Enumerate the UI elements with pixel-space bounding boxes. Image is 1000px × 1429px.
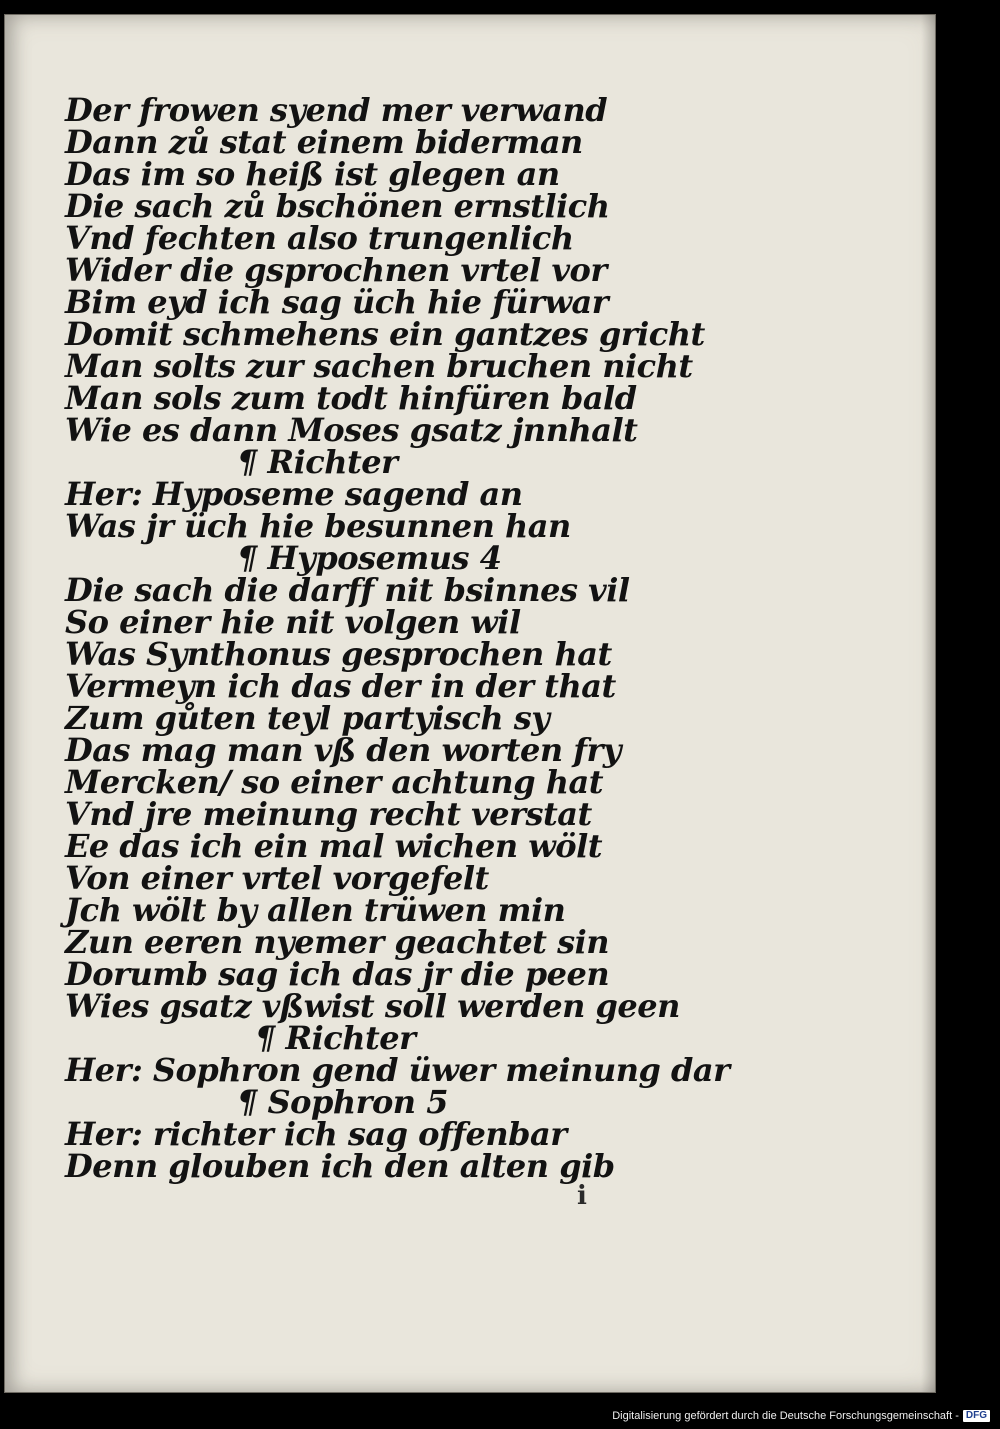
dfg-logo: DFG [963,1410,990,1422]
speaker-heading: ¶ Richter [237,443,398,481]
text-line: Vnd jre meinung recht verstat [65,795,592,833]
text-line: Die sach die darff nit bsinnes vil [65,571,630,609]
scanned-page [4,14,936,1393]
text-line: So einer hie nit volgen wil [65,603,521,641]
text-line: Her: richter ich sag offenbar [65,1115,567,1153]
text-line: Was jr üch hie besunnen han [65,507,571,545]
text-line: Man solts zur sachen bruchen nicht [65,347,693,385]
text-line: Bim eyd ich sag üch hie fürwar [65,283,609,321]
text-line: Dann zů stat einem biderman [65,123,583,161]
text-line: Das mag man vß den worten fry [65,731,621,769]
text-line: Vnd fechten also trungenlich [65,219,574,257]
margin-mark: i [577,1181,587,1211]
text-line: Man sols zum todt hinfüren bald [65,379,637,417]
digitization-credit [612,1409,990,1423]
text-line: Denn glouben ich den alten gib [65,1147,615,1185]
speaker-heading: ¶ Richter [255,1019,416,1057]
text-line: Wie es dann Moses gsatz jnnhalt [65,411,638,449]
text-line: Das im so heiß ist glegen an [65,155,560,193]
text-line: Mercken/ so einer achtung hat [65,763,603,801]
text-line: Der frowen syend mer verwand [65,91,608,129]
text-line: Vermeyn ich das der in der that [65,667,616,705]
text-line: Von einer vrtel vorgefelt [65,859,489,897]
text-line: Domit schmehens ein gantzes gricht [65,315,705,353]
text-line: Dorumb sag ich das jr die peen [65,955,610,993]
text-line: Her: Hyposeme sagend an [65,475,523,513]
speaker-heading: ¶ Hyposemus 4 [237,539,502,577]
text-line: Die sach zů bschönen ernstlich [65,187,610,225]
text-line: Her: Sophron gend üwer meinung dar [65,1051,730,1089]
text-line: Was Synthonus gesprochen hat [65,635,612,673]
text-line: Zun eeren nyemer geachtet sin [65,923,610,961]
text-line: Jch wölt by allen trüwen min [65,891,566,929]
text-line: Wies gsatz vßwist soll werden geen [65,987,680,1025]
page-edge-shadow [921,15,935,1392]
text-line: Ee das ich ein mal wichen wölt [65,827,603,865]
speaker-heading: ¶ Sophron 5 [237,1083,448,1121]
text-line: Wider die gsprochnen vrtel vor [65,251,607,289]
text-line: Zum gůten teyl partyisch sy [65,699,550,737]
credit-text: Digitalisierung gefördert durch die Deutsche Forschungsgemeinschaft - [612,1410,959,1422]
